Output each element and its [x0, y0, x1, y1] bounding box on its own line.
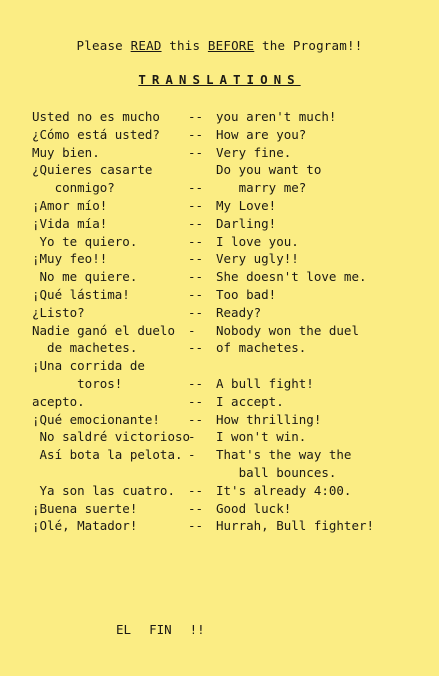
dash-separator: -- [188, 304, 204, 320]
dash-separator: -- [188, 180, 204, 196]
dash-separator: -- [188, 518, 204, 534]
notice-mid: this [161, 38, 208, 53]
spanish-phrase: ¡Buena suerte! [32, 500, 138, 516]
dash-separator: -- [188, 375, 204, 391]
spanish-phrase: Así bota la pelota. [32, 447, 183, 463]
translation-row [0, 215, 439, 233]
english-phrase: marry me? [216, 180, 307, 196]
translation-row [0, 233, 439, 251]
dash-separator: -- [188, 269, 204, 285]
english-phrase: I love you. [216, 233, 299, 249]
spanish-phrase: ¡Qué emocionante! [32, 411, 160, 427]
translation-row [0, 322, 439, 340]
english-phrase: Nobody won the duel [216, 322, 359, 338]
english-phrase: A bull fight! [216, 375, 314, 391]
translation-row [0, 179, 439, 197]
english-phrase: you aren't much! [216, 109, 337, 124]
english-phrase: How thrilling! [216, 411, 322, 427]
dash-separator: -- [188, 393, 204, 409]
footer-fin: FIN [149, 622, 172, 637]
english-phrase: How are you? [216, 126, 307, 142]
spanish-phrase: Usted no es mucho [32, 109, 160, 124]
translation-row [0, 108, 439, 126]
translation-row [0, 464, 439, 482]
spanish-phrase: Nadie ganó el duelo [32, 322, 175, 338]
english-phrase: That's the way the [216, 447, 352, 463]
spanish-phrase: ¡Qué lástima! [32, 286, 130, 302]
translation-row [0, 446, 439, 464]
translation-row [0, 268, 439, 286]
spanish-phrase: No me quiere. [32, 269, 138, 285]
english-phrase: Very ugly!! [216, 251, 299, 267]
spanish-phrase: Yo te quiero. [32, 233, 138, 249]
translation-row [0, 393, 439, 411]
translation-row [0, 428, 439, 446]
notice-read: READ [130, 38, 162, 53]
translation-row [0, 286, 439, 304]
english-phrase: My Love! [216, 197, 277, 213]
dash-separator: -- [188, 197, 204, 213]
spanish-phrase: acepto. [32, 393, 85, 409]
translation-row [0, 375, 439, 393]
translation-row [0, 144, 439, 162]
spanish-phrase: No saldré victorioso [32, 429, 191, 445]
english-phrase: She doesn't love me. [216, 269, 367, 285]
translation-row [0, 197, 439, 215]
dash-separator: - [188, 429, 196, 445]
spanish-phrase: de machetes. [32, 340, 138, 356]
spanish-phrase: ¿Cómo está usted? [32, 126, 160, 142]
dash-separator: - [188, 447, 196, 463]
english-phrase: ball bounces. [216, 464, 337, 480]
spanish-phrase: ¡Amor mío! [32, 197, 108, 213]
english-phrase: Hurrah, Bull fighter! [216, 518, 375, 534]
english-phrase: Good luck! [216, 500, 292, 516]
translation-row [0, 357, 439, 375]
read-before-notice [0, 38, 439, 53]
dash-separator: -- [188, 411, 204, 427]
translation-row [0, 161, 439, 179]
english-phrase: Ready? [216, 304, 262, 320]
translation-row [0, 304, 439, 322]
dash-separator: -- [188, 340, 204, 356]
footer-el: EL [116, 622, 132, 637]
page-title: TRANSLATIONS [138, 72, 301, 87]
english-phrase: Darling! [216, 215, 277, 231]
dash-separator: -- [188, 286, 204, 302]
dash-separator: -- [188, 126, 204, 142]
dash-separator: -- [188, 144, 204, 160]
english-phrase: It's already 4:00. [216, 482, 352, 498]
english-phrase: Very fine. [216, 144, 292, 160]
notice-pre: Please [76, 38, 131, 53]
spanish-phrase: conmigo? [32, 180, 115, 196]
notice-post: the Program!! [254, 38, 363, 53]
translation-row [0, 411, 439, 429]
spanish-phrase: ¿Listo? [32, 304, 85, 320]
dash-separator: -- [188, 500, 204, 516]
english-phrase: of machetes. [216, 340, 307, 356]
translation-row [0, 517, 439, 535]
english-phrase: I won't win. [216, 429, 307, 445]
spanish-phrase: ¡Una corrida de [32, 358, 145, 374]
dash-separator: - [188, 322, 196, 338]
english-phrase: I accept. [216, 393, 284, 409]
english-phrase: Do you want to [216, 162, 322, 178]
spanish-phrase: ¡Muy feo!! [32, 251, 108, 267]
dash-separator: -- [188, 109, 204, 124]
dash-separator: -- [188, 233, 204, 249]
spanish-phrase: ¡Vida mía! [32, 215, 108, 231]
translation-list [0, 108, 439, 535]
english-phrase: Too bad! [216, 286, 277, 302]
spanish-phrase: Ya son las cuatro. [32, 482, 175, 498]
spanish-phrase: toros! [32, 375, 123, 391]
translation-row [0, 339, 439, 357]
dash-separator: -- [188, 482, 204, 498]
spanish-phrase: ¿Quieres casarte [32, 162, 153, 178]
translation-row [0, 482, 439, 500]
translation-row [0, 126, 439, 144]
translation-row [0, 250, 439, 268]
notice-before: BEFORE [207, 38, 255, 53]
the-end [116, 622, 223, 637]
translation-row [0, 500, 439, 518]
footer-mark: !! [189, 622, 205, 637]
dash-separator: -- [188, 251, 204, 267]
dash-separator: -- [188, 215, 204, 231]
spanish-phrase: ¡Olé, Matador! [32, 518, 138, 534]
spanish-phrase: Muy bien. [32, 144, 100, 160]
